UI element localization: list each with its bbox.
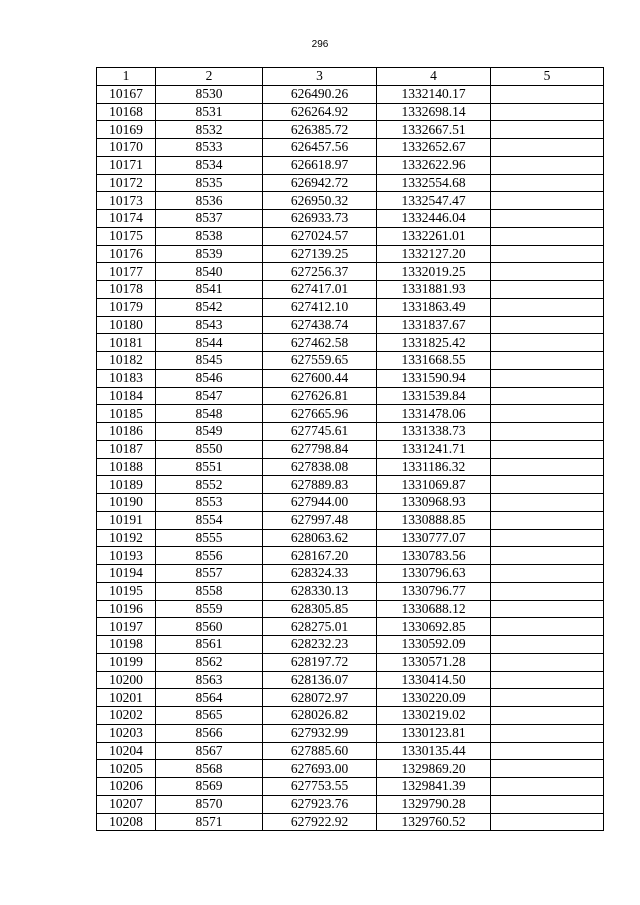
index-cell: 8564	[156, 689, 263, 707]
index-cell: 8554	[156, 511, 263, 529]
note-cell	[491, 121, 604, 139]
index-cell: 8555	[156, 529, 263, 547]
table-row	[97, 245, 604, 263]
point-number-cell: 10185	[97, 405, 156, 423]
point-number-cell: 10183	[97, 369, 156, 387]
y-coordinate-cell: 1332547.47	[377, 192, 491, 210]
y-coordinate-cell: 1330135.44	[377, 742, 491, 760]
index-cell: 8542	[156, 298, 263, 316]
note-cell	[491, 724, 604, 742]
coordinates-table	[96, 67, 604, 831]
table-row	[97, 760, 604, 778]
note-cell	[491, 405, 604, 423]
y-coordinate-cell: 1331186.32	[377, 458, 491, 476]
x-coordinate-cell: 627745.61	[263, 423, 377, 441]
note-cell	[491, 813, 604, 831]
index-cell: 8553	[156, 494, 263, 512]
point-number-cell: 10178	[97, 281, 156, 299]
note-cell	[491, 440, 604, 458]
index-cell: 8540	[156, 263, 263, 281]
point-number-cell: 10182	[97, 352, 156, 370]
point-number-cell: 10203	[97, 724, 156, 742]
index-cell: 8532	[156, 121, 263, 139]
x-coordinate-cell: 628324.33	[263, 565, 377, 583]
point-number-cell: 10171	[97, 156, 156, 174]
x-coordinate-cell: 627417.01	[263, 281, 377, 299]
x-coordinate-cell: 628063.62	[263, 529, 377, 547]
table-row	[97, 85, 604, 103]
note-cell	[491, 174, 604, 192]
table-row	[97, 529, 604, 547]
note-cell	[491, 494, 604, 512]
y-coordinate-cell: 1330571.28	[377, 653, 491, 671]
y-coordinate-cell: 1329869.20	[377, 760, 491, 778]
index-cell: 8565	[156, 707, 263, 725]
index-cell: 8531	[156, 103, 263, 121]
index-cell: 8566	[156, 724, 263, 742]
x-coordinate-cell: 628136.07	[263, 671, 377, 689]
table-row	[97, 778, 604, 796]
table-row	[97, 334, 604, 352]
point-number-cell: 10200	[97, 671, 156, 689]
note-cell	[491, 85, 604, 103]
column-header-4: 4	[377, 68, 491, 86]
index-cell: 8544	[156, 334, 263, 352]
point-number-cell: 10188	[97, 458, 156, 476]
y-coordinate-cell: 1332622.96	[377, 156, 491, 174]
note-cell	[491, 156, 604, 174]
x-coordinate-cell: 627559.65	[263, 352, 377, 370]
note-cell	[491, 547, 604, 565]
table-row	[97, 103, 604, 121]
point-number-cell: 10208	[97, 813, 156, 831]
note-cell	[491, 245, 604, 263]
x-coordinate-cell: 627665.96	[263, 405, 377, 423]
index-cell: 8537	[156, 210, 263, 228]
note-cell	[491, 795, 604, 813]
x-coordinate-cell: 628275.01	[263, 618, 377, 636]
table-row	[97, 139, 604, 157]
point-number-cell: 10204	[97, 742, 156, 760]
point-number-cell: 10191	[97, 511, 156, 529]
x-coordinate-cell: 627753.55	[263, 778, 377, 796]
index-cell: 8557	[156, 565, 263, 583]
note-cell	[491, 511, 604, 529]
point-number-cell: 10175	[97, 227, 156, 245]
y-coordinate-cell: 1332127.20	[377, 245, 491, 263]
note-cell	[491, 600, 604, 618]
y-coordinate-cell: 1330783.56	[377, 547, 491, 565]
x-coordinate-cell: 627024.57	[263, 227, 377, 245]
point-number-cell: 10205	[97, 760, 156, 778]
note-cell	[491, 387, 604, 405]
table-row	[97, 440, 604, 458]
y-coordinate-cell: 1332667.51	[377, 121, 491, 139]
note-cell	[491, 778, 604, 796]
point-number-cell: 10184	[97, 387, 156, 405]
index-cell: 8536	[156, 192, 263, 210]
x-coordinate-cell: 627412.10	[263, 298, 377, 316]
y-coordinate-cell: 1331590.94	[377, 369, 491, 387]
note-cell	[491, 192, 604, 210]
y-coordinate-cell: 1330968.93	[377, 494, 491, 512]
index-cell: 8569	[156, 778, 263, 796]
x-coordinate-cell: 627438.74	[263, 316, 377, 334]
y-coordinate-cell: 1329841.39	[377, 778, 491, 796]
note-cell	[491, 103, 604, 121]
table-row	[97, 227, 604, 245]
table-row	[97, 192, 604, 210]
table-row	[97, 724, 604, 742]
index-cell: 8563	[156, 671, 263, 689]
note-cell	[491, 316, 604, 334]
note-cell	[491, 529, 604, 547]
y-coordinate-cell: 1330796.77	[377, 582, 491, 600]
y-coordinate-cell: 1331069.87	[377, 476, 491, 494]
point-number-cell: 10181	[97, 334, 156, 352]
table-row	[97, 707, 604, 725]
y-coordinate-cell: 1331668.55	[377, 352, 491, 370]
point-number-cell: 10198	[97, 636, 156, 654]
table-row	[97, 689, 604, 707]
y-coordinate-cell: 1330888.85	[377, 511, 491, 529]
y-coordinate-cell: 1331863.49	[377, 298, 491, 316]
y-coordinate-cell: 1329760.52	[377, 813, 491, 831]
note-cell	[491, 139, 604, 157]
y-coordinate-cell: 1332554.68	[377, 174, 491, 192]
point-number-cell: 10201	[97, 689, 156, 707]
x-coordinate-cell: 628330.13	[263, 582, 377, 600]
point-number-cell: 10176	[97, 245, 156, 263]
column-header-1: 1	[97, 68, 156, 86]
y-coordinate-cell: 1330220.09	[377, 689, 491, 707]
index-cell: 8551	[156, 458, 263, 476]
note-cell	[491, 636, 604, 654]
x-coordinate-cell: 626264.92	[263, 103, 377, 121]
index-cell: 8568	[156, 760, 263, 778]
point-number-cell: 10172	[97, 174, 156, 192]
table-row	[97, 210, 604, 228]
table-row	[97, 298, 604, 316]
index-cell: 8552	[156, 476, 263, 494]
table-row	[97, 387, 604, 405]
x-coordinate-cell: 627600.44	[263, 369, 377, 387]
y-coordinate-cell: 1330777.07	[377, 529, 491, 547]
index-cell: 8560	[156, 618, 263, 636]
x-coordinate-cell: 627923.76	[263, 795, 377, 813]
x-coordinate-cell: 627256.37	[263, 263, 377, 281]
point-number-cell: 10193	[97, 547, 156, 565]
index-cell: 8538	[156, 227, 263, 245]
y-coordinate-cell: 1329790.28	[377, 795, 491, 813]
point-number-cell: 10199	[97, 653, 156, 671]
point-number-cell: 10192	[97, 529, 156, 547]
table-row	[97, 369, 604, 387]
x-coordinate-cell: 627462.58	[263, 334, 377, 352]
note-cell	[491, 689, 604, 707]
point-number-cell: 10168	[97, 103, 156, 121]
table-header	[97, 68, 604, 86]
note-cell	[491, 760, 604, 778]
note-cell	[491, 334, 604, 352]
table-row	[97, 352, 604, 370]
note-cell	[491, 210, 604, 228]
note-cell	[491, 707, 604, 725]
table-row	[97, 263, 604, 281]
index-cell: 8561	[156, 636, 263, 654]
x-coordinate-cell: 627922.92	[263, 813, 377, 831]
point-number-cell: 10174	[97, 210, 156, 228]
x-coordinate-cell: 626933.73	[263, 210, 377, 228]
point-number-cell: 10180	[97, 316, 156, 334]
table-row	[97, 494, 604, 512]
index-cell: 8567	[156, 742, 263, 760]
x-coordinate-cell: 628305.85	[263, 600, 377, 618]
table-row	[97, 795, 604, 813]
note-cell	[491, 227, 604, 245]
x-coordinate-cell: 627944.00	[263, 494, 377, 512]
note-cell	[491, 653, 604, 671]
point-number-cell: 10179	[97, 298, 156, 316]
x-coordinate-cell: 628072.97	[263, 689, 377, 707]
index-cell: 8558	[156, 582, 263, 600]
x-coordinate-cell: 626385.72	[263, 121, 377, 139]
point-number-cell: 10190	[97, 494, 156, 512]
x-coordinate-cell: 627932.99	[263, 724, 377, 742]
table-row	[97, 121, 604, 139]
point-number-cell: 10167	[97, 85, 156, 103]
table-row	[97, 653, 604, 671]
table-row	[97, 618, 604, 636]
y-coordinate-cell: 1331881.93	[377, 281, 491, 299]
table-row	[97, 671, 604, 689]
x-coordinate-cell: 626457.56	[263, 139, 377, 157]
point-number-cell: 10189	[97, 476, 156, 494]
x-coordinate-cell: 627885.60	[263, 742, 377, 760]
x-coordinate-cell: 627626.81	[263, 387, 377, 405]
index-cell: 8530	[156, 85, 263, 103]
note-cell	[491, 281, 604, 299]
point-number-cell: 10206	[97, 778, 156, 796]
index-cell: 8541	[156, 281, 263, 299]
index-cell: 8559	[156, 600, 263, 618]
y-coordinate-cell: 1332019.25	[377, 263, 491, 281]
note-cell	[491, 618, 604, 636]
point-number-cell: 10197	[97, 618, 156, 636]
table-row	[97, 281, 604, 299]
y-coordinate-cell: 1330219.02	[377, 707, 491, 725]
y-coordinate-cell: 1330592.09	[377, 636, 491, 654]
table-row	[97, 423, 604, 441]
table-row	[97, 511, 604, 529]
index-cell: 8562	[156, 653, 263, 671]
table-body	[97, 85, 604, 831]
y-coordinate-cell: 1330123.81	[377, 724, 491, 742]
note-cell	[491, 565, 604, 583]
index-cell: 8549	[156, 423, 263, 441]
index-cell: 8543	[156, 316, 263, 334]
index-cell: 8570	[156, 795, 263, 813]
note-cell	[491, 742, 604, 760]
page-number: 296	[311, 39, 329, 50]
y-coordinate-cell: 1330796.63	[377, 565, 491, 583]
x-coordinate-cell: 626490.26	[263, 85, 377, 103]
index-cell: 8534	[156, 156, 263, 174]
table-row	[97, 636, 604, 654]
point-number-cell: 10202	[97, 707, 156, 725]
point-number-cell: 10169	[97, 121, 156, 139]
note-cell	[491, 352, 604, 370]
y-coordinate-cell: 1331338.73	[377, 423, 491, 441]
note-cell	[491, 423, 604, 441]
y-coordinate-cell: 1332698.14	[377, 103, 491, 121]
point-number-cell: 10196	[97, 600, 156, 618]
index-cell: 8545	[156, 352, 263, 370]
x-coordinate-cell: 626618.97	[263, 156, 377, 174]
table-row	[97, 600, 604, 618]
index-cell: 8550	[156, 440, 263, 458]
y-coordinate-cell: 1331837.67	[377, 316, 491, 334]
table-row	[97, 565, 604, 583]
x-coordinate-cell: 628167.20	[263, 547, 377, 565]
point-number-cell: 10173	[97, 192, 156, 210]
y-coordinate-cell: 1332261.01	[377, 227, 491, 245]
column-header-5: 5	[491, 68, 604, 86]
index-cell: 8546	[156, 369, 263, 387]
x-coordinate-cell: 626942.72	[263, 174, 377, 192]
x-coordinate-cell: 627798.84	[263, 440, 377, 458]
note-cell	[491, 298, 604, 316]
table-row	[97, 547, 604, 565]
index-cell: 8539	[156, 245, 263, 263]
x-coordinate-cell: 628026.82	[263, 707, 377, 725]
index-cell: 8533	[156, 139, 263, 157]
column-header-2: 2	[156, 68, 263, 86]
table-row	[97, 156, 604, 174]
point-number-cell: 10177	[97, 263, 156, 281]
note-cell	[491, 476, 604, 494]
header-row	[97, 68, 604, 86]
index-cell: 8556	[156, 547, 263, 565]
table-row	[97, 405, 604, 423]
y-coordinate-cell: 1330688.12	[377, 600, 491, 618]
y-coordinate-cell: 1331241.71	[377, 440, 491, 458]
column-header-3: 3	[263, 68, 377, 86]
y-coordinate-cell: 1331478.06	[377, 405, 491, 423]
x-coordinate-cell: 627838.08	[263, 458, 377, 476]
point-number-cell: 10187	[97, 440, 156, 458]
table-row	[97, 742, 604, 760]
index-cell: 8535	[156, 174, 263, 192]
x-coordinate-cell: 628232.23	[263, 636, 377, 654]
note-cell	[491, 582, 604, 600]
y-coordinate-cell: 1331825.42	[377, 334, 491, 352]
point-number-cell: 10207	[97, 795, 156, 813]
y-coordinate-cell: 1330692.85	[377, 618, 491, 636]
x-coordinate-cell: 627889.83	[263, 476, 377, 494]
note-cell	[491, 671, 604, 689]
point-number-cell: 10195	[97, 582, 156, 600]
y-coordinate-cell: 1331539.84	[377, 387, 491, 405]
table-row	[97, 174, 604, 192]
index-cell: 8547	[156, 387, 263, 405]
note-cell	[491, 263, 604, 281]
table-row	[97, 813, 604, 831]
index-cell: 8571	[156, 813, 263, 831]
x-coordinate-cell: 627997.48	[263, 511, 377, 529]
x-coordinate-cell: 627693.00	[263, 760, 377, 778]
table-row	[97, 316, 604, 334]
point-number-cell: 10194	[97, 565, 156, 583]
x-coordinate-cell: 628197.72	[263, 653, 377, 671]
table-row	[97, 458, 604, 476]
table-row	[97, 476, 604, 494]
x-coordinate-cell: 627139.25	[263, 245, 377, 263]
point-number-cell: 10186	[97, 423, 156, 441]
y-coordinate-cell: 1332140.17	[377, 85, 491, 103]
x-coordinate-cell: 626950.32	[263, 192, 377, 210]
y-coordinate-cell: 1330414.50	[377, 671, 491, 689]
point-number-cell: 10170	[97, 139, 156, 157]
index-cell: 8548	[156, 405, 263, 423]
table-row	[97, 582, 604, 600]
note-cell	[491, 458, 604, 476]
note-cell	[491, 369, 604, 387]
y-coordinate-cell: 1332652.67	[377, 139, 491, 157]
y-coordinate-cell: 1332446.04	[377, 210, 491, 228]
